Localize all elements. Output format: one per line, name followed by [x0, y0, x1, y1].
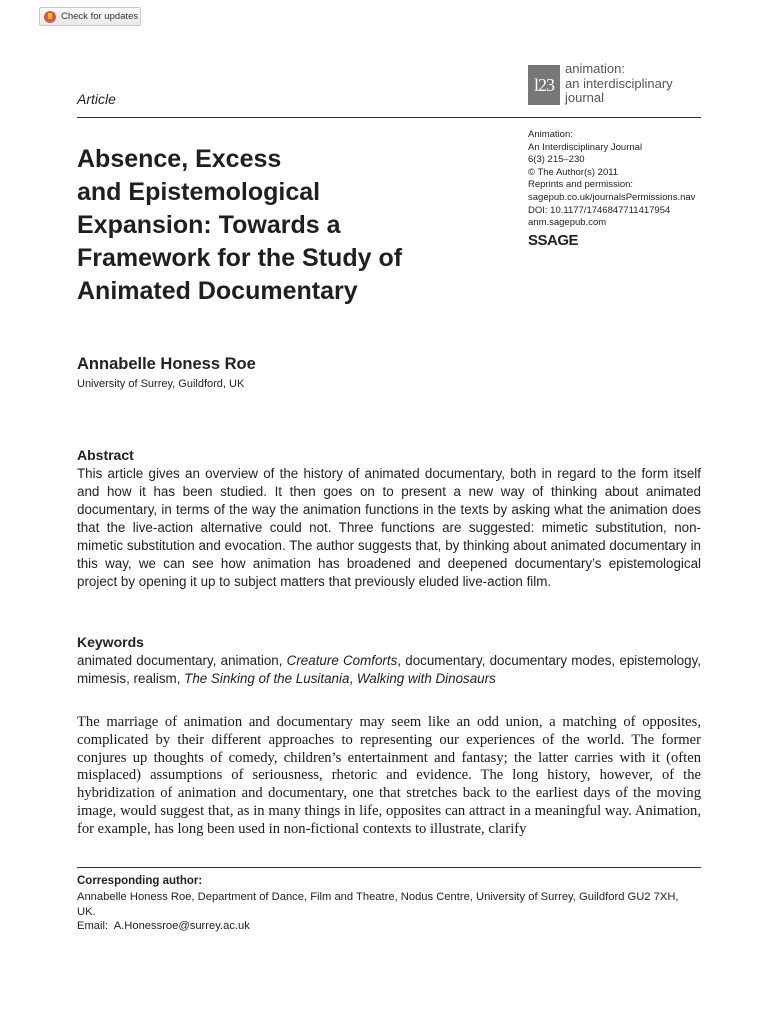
keywords-heading: Keywords [77, 634, 144, 650]
check-for-updates-button[interactable] [39, 7, 141, 26]
keywords-list [77, 652, 701, 688]
keywords-text: , [349, 671, 357, 686]
email-label: Email: [77, 920, 109, 932]
meta-line: 6(3) 215–230 [528, 154, 585, 166]
doi-link[interactable]: DOI: 10.1177/1746847711417954 [528, 204, 671, 216]
journal-logo-line: animation: [565, 61, 625, 76]
sage-publisher-logo: SSAGE [528, 232, 579, 249]
title-line: Absence, Excess [77, 145, 282, 173]
check-for-updates-label: Check for updates [61, 11, 139, 22]
email-link[interactable]: A.Honessroe@surrey.ac.uk [113, 920, 250, 932]
title-line: Animated Documentary [77, 277, 358, 305]
abstract-text: This article gives an overview of the history of animated documentary, both in regard to the form itself and how it has been studied. It then goes on to present a new way of thinking about animated documentary, in terms of the way the animation functions in the texts by asking what the animation does that the live-action alternative could not. Three functions are suggested: mimetic substitution, non-mimetic substitution and evocation. The author suggests that, by thinking about animated documentary in this way, we can see how animation has broadened and deepened documentary’s epistemological project by opening it up to subject matters that previously eluded live-action film. [77, 466, 701, 589]
corresponding-author-heading: Corresponding author: [77, 875, 203, 887]
journal-logo-mark: l23 [528, 65, 560, 105]
title-line: Framework for the Study of [77, 244, 403, 272]
footnote-divider [77, 867, 701, 868]
keyword-title: Walking with Dinosaurs [356, 671, 496, 686]
journal-logo-line: journal [565, 90, 605, 105]
title-line: and Epistemological [77, 178, 321, 206]
abstract-heading: Abstract [77, 447, 134, 463]
author-affiliation: University of Surrey, Guildford, UK [77, 378, 245, 390]
keyword-title: Creature Comforts [286, 653, 398, 668]
journal-logo-text [565, 62, 715, 106]
keyword-title: The Sinking of the Lusitania [184, 671, 350, 686]
meta-line: © The Author(s) 2011 [528, 166, 619, 178]
title-line: Expansion: Towards a [77, 211, 341, 239]
keywords-text: animated documentary, animation, [77, 653, 287, 668]
journal-metadata [528, 129, 708, 230]
article-type-label: Article [77, 91, 116, 107]
header-divider [77, 117, 701, 118]
permissions-link[interactable]: sagepub.co.uk/journalsPermissions.nav [528, 191, 696, 203]
crossmark-icon [44, 11, 56, 23]
body-paragraph: The marriage of animation and documentary may seem like an odd union, a matching of opposites, complicated by their different approaches to representing our experiences of the world. The former conjures up thoughts of comedy, children’s entertainment and fantasy; the latter carries with it (often misplaced) assumptions of seriousness, rhetoric and evidence. The long history, however, of the hybridization of animation and documentary, one that stretches back to the earliest days of the moving image, would suggest that, as in many things in life, opposites can attract in a meaningful way. Animation, for example, has long been used in non-fictional contexts to illustrate, clarify [77, 714, 701, 837]
meta-line: An Interdisciplinary Journal [528, 141, 643, 153]
keywords-text: , documentary, documentary modes, epistemology, mimesis, realism, [77, 653, 701, 686]
meta-line: Reprints and permission: [528, 179, 634, 191]
corresponding-email [77, 920, 250, 932]
journal-url-link[interactable]: anm.sagepub.com [528, 217, 607, 229]
journal-logo-line: an interdisciplinary [565, 75, 673, 91]
author-name: Annabelle Honess Roe [77, 355, 256, 373]
article-title [77, 143, 497, 308]
meta-line: Animation: [528, 129, 573, 140]
corresponding-author-address: Annabelle Honess Roe, Department of Dance, Film and Theatre, Nodus Centre, University of Surrey, Guildford GU2 7XH, UK. [77, 891, 679, 918]
